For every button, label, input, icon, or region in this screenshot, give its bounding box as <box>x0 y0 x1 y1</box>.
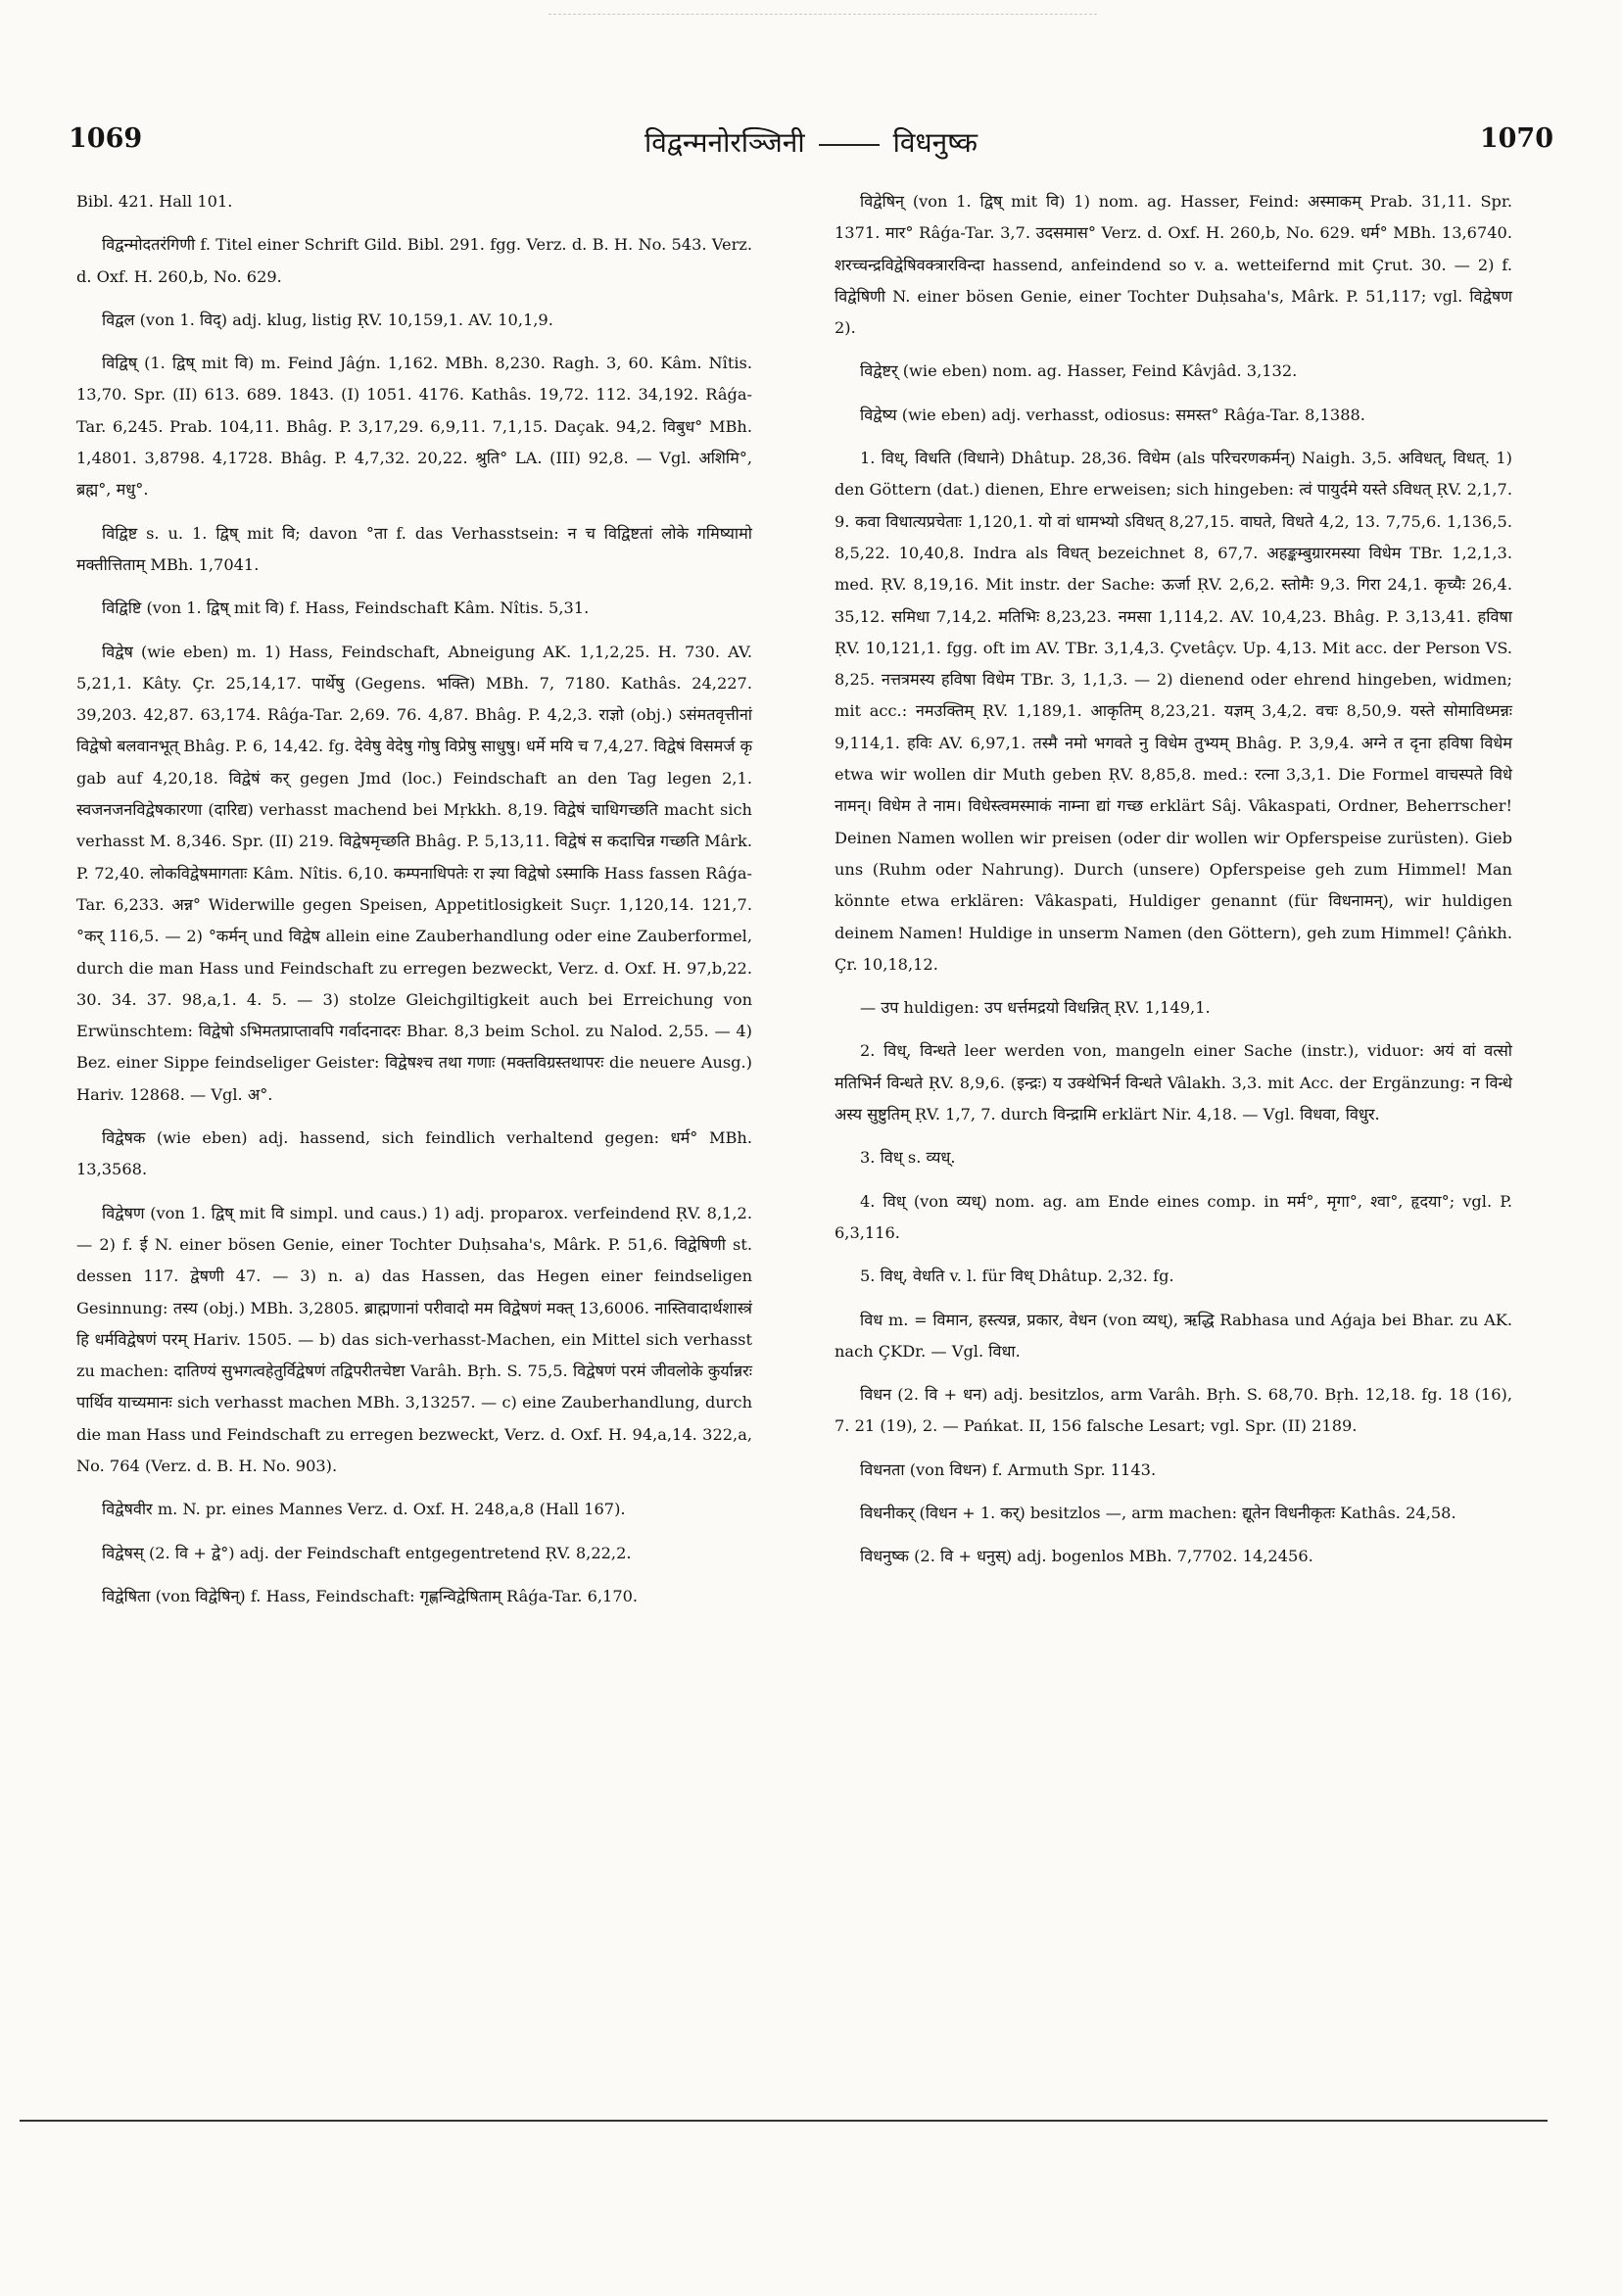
dictionary-entry: विद्वेषवीर m. N. pr. eines Mannes Verz. d. Oxf. H. 248,a,8 (Hall 167). <box>102 1500 626 1519</box>
dictionary-entry: विद्विष्ट s. u. 1. द्विष् mit वि; davon °ता f. das Verhasstsein: न च विद्विष्टतां लोके गमिष्यामो मक्तीत्तिताम् MBh. 1,7041. <box>76 523 752 574</box>
dictionary-entry: विद्वेषिता (von विद्वेषिन्) f. Hass, Feindschaft: गृह्णन्विद्वेषिताम् Râǵa-Tar. 6,170. <box>102 1586 639 1605</box>
dictionary-entry: विद्वेषण (von 1. द्विष् mit वि simpl. und caus.) 1) adj. proparox. verfeindend ṚV. 8,1,2. — 2) f. ई N. einer bösen Genie, einer Tochter Duḥsaha's, Mârk. P. 51,6. विद्वेषिणी st. dessen 117. द्वेषणी 47. — 3) n. a) das Hassen, das Hegen einer feindseligen Gesinnung: तस्य (obj.) MBh. 3,2805. ब्राह्मणानां परीवादो मम विद्वेषणं मक्त् 13,6006. नास्तिवादार्थशास्त्रं हि धर्मविद्वेषणं परम् Hariv. 1505. — b) das sich-verhasst-Machen, ein Mittel sich verhasst zu machen: दातिण्यं सुभगत्वहेतुर्विद्वेषणं तद्विपरीतचेष्टा Varâh. Bṛh. S. 75,5. विद्वेषणं परमं जीवलोके कुर्यान्नरः पार्थिव याच्यमानः sich verhasst machen MBh. 3,13257. — c) eine Zauberhandlung, durch die man Hass und Feindschaft zu erregen bezweckt, Verz. d. Oxf. H. 94,a,14. 322,a, No. 764 (Verz. d. B. H. No. 903). <box>76 1203 752 1475</box>
dictionary-entry: विधनीकर् (विधन + 1. कर्) besitzlos —, arm machen: द्यूतेन विधनीकृतः Kathâs. 24,58. <box>860 1503 1456 1522</box>
running-title-left: विद्वन्मनोरञ्जिनी <box>644 126 805 159</box>
page-number-left: 1069 <box>69 123 143 154</box>
dictionary-entry: विधन (2. वि + धन) adj. besitzlos, arm Varâh. Bṛh. S. 68,70. Bṛh. 12,18. fg. 18 (16), 7. 21 (19), 2. — Pańkat. II, 156 falsche Lesart; vgl. Spr. (II) 2189. <box>835 1385 1512 1436</box>
dictionary-entry: 2. विध्, विन्धते leer werden von, mangeln einer Sache (instr.), viduor: अयं वां वत्सो मतिभिर्न विन्धते ṚV. 8,9,6. (इन्द्रः) य उक्थेभिर्न विन्धते Vâlakh. 3,3. mit Acc. der Ergänzung: न विन्धे अस्य सुष्टुतिम् ṚV. 1,7, 7. durch विन्द्रामि erklärt Nir. 4,18. — Vgl. विधवा, विधुर. <box>835 1041 1512 1124</box>
scan-artifact-line <box>549 14 1097 15</box>
dictionary-entry: विद्वेष्य (wie eben) adj. verhasst, odiosus: समस्त° Râǵa-Tar. 8,1388. <box>860 405 1365 424</box>
dictionary-entry: 1. विध्, विधति (विधाने) Dhâtup. 28,36. विधेम (als परिचरणकर्मन्) Naigh. 3,5. अविधत्, विधत्. 1) den Göttern (dat.) dienen, Ehre erweisen; sich hingeben: त्वं पायुर्दमे यस्ते ऽविधत् ṚV. 2,1,7. 9. कवा विधात्यप्रचेताः 1,120,1. यो वां धामभ्यो ऽविधत् 8,27,15. वाघते, विधते 4,2, 13. 7,75,6. 1,136,5. 8,5,22. 10,40,8. Indra als विधत् bezeichnet 8, 67,7. अहङ्कम्बुग्रारमस्या विधेम TBr. 1,2,1,3. med. ṚV. 8,19,16. Mit instr. der Sache: ऊर्जा ṚV. 2,6,2. स्तोमैः 9,3. गिरा 24,1. कृच्यैः 26,4. 35,12. समिधा 7,14,2. मतिभिः 8,23,23. नमसा 1,114,2. AV. 10,4,23. Bhâg. P. 3,13,41. हविषा ṚV. 10,121,1. fgg. oft im AV. TBr. 3,1,4,3. Çvetâçv. Up. 4,13. Mit acc. der Person VS. 8,25. नत्तत्रमस्य हविषा विधेम TBr. 3, 1,1,3. — 2) dienend oder ehrend hingeben, widmen; mit acc.: नमउक्तिम् ṚV. 1,189,1. आकृतिम् 8,23,21. यज्ञम् 3,4,2. वचः 8,50,9. यस्ते सोमाविध्मन्नः 9,114,1. हविः AV. 6,97,1. तस्मै नमो भगवते नु विधेम तुभ्यम् Bhâg. P. 3,9,4. अग्ने त दृना हविषा विधेम etwa wir wollen dir Muth geben ṚV. 8,85,8. med.: रत्ना 3,3,1. Die Formel वाचस्पते विधे नामन्। विधेम ते नाम। विधेस्त्वमस्माकं नाम्ना द्यां गच्छ erklärt Sâj. Vâkaspati, Ordner, Beherrscher! Deinen Namen wollen wir preisen (oder dir wollen wir Opferspeise zurüsten). Gieb uns (Ruhm oder Nahrung). Durch (unsere) Opferspeise geh zum Himmel! Man könnte etwa erklären: Vâkaspati, Huldiger genannt (für विधनामन्), wir huldigen deinem Namen! Huldige in unserm Namen (den Göttern), geh zum Himmel! Çâṅkh. Çr. 10,18,12. <box>835 449 1512 974</box>
running-title-right: विधनुष्क <box>892 126 978 159</box>
dictionary-entry: विधनुष्क (2. वि + धनुस्) adj. bogenlos MBh. 7,7702. 14,2456. <box>860 1547 1313 1566</box>
dictionary-entry: विद्वेषिन् (von 1. द्विष् mit वि) 1) nom. ag. Hasser, Feind: अस्माकम् Prab. 31,11. Spr. 1371. मार° Râǵa-Tar. 3,7. उदसमास° Verz. d. Oxf. H. 260,b, No. 629. धर्म° MBh. 13,6740. शरच्चन्द्रविद्वेषिवक्त्रारविन्दा hassend, anfeindend so v. a. wetteifernd mit Çrut. 30. — 2) f. विद्वेषिणी N. einer bösen Genie, einer Tochter Duḥsaha's, Mârk. P. 51,117; vgl. विद्वेषण 2). <box>835 192 1512 338</box>
dictionary-entry: विद्विष् (1. द्विष् mit वि) m. Feind Jâǵn. 1,162. MBh. 8,230. Ragh. 3, 60. Kâm. Nîtis. 13,70. Spr. (II) 613. 689. 1843. (I) 1051. 4176. Kathâs. 19,72. 112. 34,192. Râǵa-Tar. 6,245. Prab. 104,11. Bhâg. P. 3,17,29. 6,9,11. 7,1,15. Daçak. 94,2. विबुध° MBh. 1,4801. 3,8798. 4,1728. Bhâg. P. 4,7,32. 20,22. श्रुति° LA. (III) 92,8. — Vgl. अशिमि°, ब्रह्म°, मधु°. <box>76 354 752 500</box>
dictionary-entry: विद्वेषस् (2. वि + द्वे°) adj. der Feindschaft entgegentretend ṚV. 8,22,2. <box>102 1543 632 1562</box>
bottom-rule <box>20 2120 1548 2122</box>
dictionary-entry: विद्वन्मोदतरंगिणी f. Titel einer Schrift Gild. Bibl. 291. fgg. Verz. d. B. H. No. 543. Verz. d. Oxf. H. 260,b, No. 629. <box>76 235 752 286</box>
title-dash <box>819 144 880 146</box>
dictionary-entry: 4. विध् (von व्यध्) nom. ag. am Ende eines comp. in मर्म°, मृगा°, श्वा°, हृदया°; vgl. P. 6,3,116. <box>835 1191 1512 1242</box>
page-number-right: 1070 <box>1479 123 1553 154</box>
dictionary-entry: विद्वल (von 1. विद्) adj. klug, listig ṚV. 10,159,1. AV. 10,1,9. <box>102 310 553 329</box>
dictionary-entry: विधनता (von विधन) f. Armuth Spr. 1143. <box>860 1459 1157 1479</box>
dictionary-entry: विद्विष्टि (von 1. द्विष् mit वि) f. Hass, Feindschaft Kâm. Nîtis. 5,31. <box>102 598 590 618</box>
page-header <box>69 123 1553 163</box>
right-column <box>835 186 1512 1585</box>
dictionary-entry: Bibl. 421. Hall 101. <box>76 192 233 211</box>
dictionary-entry: विद्वेषक (wie eben) adj. hassend, sich feindlich verhaltend gegen: धर्म° MBh. 13,3568. <box>76 1128 752 1179</box>
dictionary-entry: 5. विध्, वेधति v. l. für विध् Dhâtup. 2,32. fg. <box>860 1267 1174 1286</box>
dictionary-entry: विद्वेष (wie eben) m. 1) Hass, Feindschaft, Abneigung AK. 1,1,2,25. H. 730. AV. 5,21,1. Kâty. Çr. 25,14,17. पार्थेषु (Gegens. भक्ति) MBh. 7, 7180. Kathâs. 24,227. 39,203. 42,87. 63,174. Râǵa-Tar. 2,69. 76. 4,87. Bhâg. P. 4,2,3. राज्ञो (obj.) ऽसंमतवृत्तीनां विद्वेषो बलवानभूत् Bhâg. P. 6, 14,42. fg. देवेषु वेदेषु गोषु विप्रेषु साधुषु। धर्मे मयि च 7,4,27. विद्वेषं विसमर्ज कृ gab auf 4,20,18. विद्वेषं कर् gegen Jmd (loc.) Feindschaft an den Tag legen 2,1. स्वजनजनविद्वेषकारणा (दारिद्य) verhasst machend bei Mṛkkh. 8,19. विद्वेषं चाधिगच्छति macht sich verhasst M. 8,346. Spr. (II) 219. विद्वेषमृच्छति Bhâg. P. 5,13,11. विद्वेषं स कदाचिन्न गच्छति Mârk. P. 72,40. लोकविद्वेषमागताः Kâm. Nîtis. 6,10. कम्पनाधिपतेः रा ज्ञ्या विद्वेषो ऽस्माकि Hass fassen Râǵa-Tar. 6,233. अन्न° Widerwille gegen Speisen, Appetitlosigkeit Suçr. 1,120,14. 121,7. °कर् 116,5. — 2) °कर्मन् und विद्वेष allein eine Zauberhandlung oder eine Zauberformel, durch die man Hass und Feindschaft zu erregen bezweckt, Verz. d. Oxf. H. 97,b,22. 30. 34. 37. 98,a,1. 4. 5. — 3) stolze Gleichgiltigkeit auch bei Erreichung von Erwünschtem: विद्वेषो ऽभिमतप्राप्तावपि गर्वादनादरः Bhar. 8,3 beim Schol. zu Nalod. 2,55. — 4) Bez. einer Sippe feindseliger Geister: विद्वेषश्च तथा गणाः (मक्तविग्रस्तथापरः die neuere Ausg.) Hariv. 12868. — Vgl. अ°. <box>76 642 752 1104</box>
running-title <box>69 123 1553 161</box>
dictionary-entry: — उप huldigen: उप धर्त्तमद्रयो विधन्नित् ṚV. 1,149,1. <box>860 998 1211 1018</box>
dictionary-entry: 3. विध् s. व्यध्. <box>860 1148 956 1168</box>
dictionary-entry: विध m. = विमान, हस्त्यन्न, प्रकार, वेधन (von व्यध्), ऋद्धि Rabhasa und Aǵaja bei Bhar. zu AK. nach ÇKDr. — Vgl. विधा. <box>835 1310 1512 1361</box>
dictionary-entry: विद्वेष्टर् (wie eben) nom. ag. Hasser, Feind Kâvjâd. 3,132. <box>860 361 1298 381</box>
left-column <box>76 186 752 1624</box>
